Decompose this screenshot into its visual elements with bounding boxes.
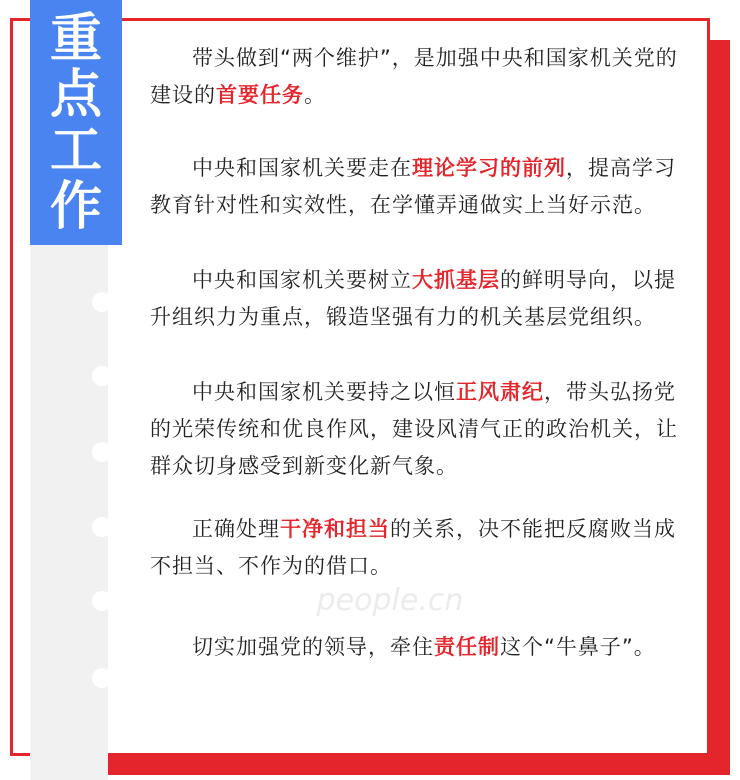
bullet-dot-icon (92, 668, 112, 688)
item-text: 带头做到“两个维护”，是加强中央和国家机关党的建设的 (150, 46, 678, 107)
item-text: 这个“牛鼻子”。 (500, 635, 656, 659)
key-work-list (150, 40, 680, 666)
item-highlight: 理论学习的前列 (412, 156, 566, 180)
item-text: 。 (304, 83, 326, 107)
item-text: ，带头弘扬党的光荣传统和优良作风，建设风清气正的政治机关，让群众切身感受到新变化新气象。 (150, 380, 678, 478)
watermark-text: people.cn (316, 582, 464, 618)
item-text: 中央和国家机关要走在 (192, 156, 412, 180)
item-highlight: 正风肃纪 (456, 380, 544, 404)
bullet-dot-icon (92, 517, 112, 537)
item-text: 正确处理 (192, 517, 280, 541)
key-work-item (150, 629, 680, 666)
key-work-item (150, 262, 680, 336)
item-text: ，提高学习教育针对性和实效性，在学懂弄通做实上当好示范。 (150, 156, 676, 217)
item-text: 中央和国家机关要持之以恒 (192, 380, 456, 404)
item-text: 的鲜明导向，以提升组织力为重点，锻造坚强有力的机关基层党组织。 (150, 268, 676, 329)
bullet-dot-icon (92, 366, 112, 386)
item-text: 中央和国家机关要树立 (192, 268, 412, 292)
section-title-char: 作 (49, 176, 102, 237)
item-highlight: 首要任务 (216, 83, 304, 107)
item-text: 的关系，决不能把反腐败当成不担当、不作为的借口。 (150, 517, 676, 578)
key-work-item (150, 374, 680, 485)
bullet-dot-icon (92, 591, 112, 611)
key-work-item (150, 511, 680, 585)
section-title-char: 重 (49, 8, 102, 69)
section-title-tab (30, 0, 122, 245)
key-work-item (150, 150, 680, 224)
item-highlight: 大抓基层 (412, 268, 500, 292)
section-title-char: 工 (49, 120, 102, 181)
bullet-dot-icon (92, 292, 112, 312)
item-text: 切实加强党的领导，牵住 (192, 635, 434, 659)
section-title-char: 点 (49, 64, 102, 125)
bullet-dot-icon (92, 442, 112, 462)
key-work-item (150, 40, 680, 114)
item-highlight: 责任制 (434, 635, 500, 659)
item-highlight: 干净和担当 (280, 517, 390, 541)
